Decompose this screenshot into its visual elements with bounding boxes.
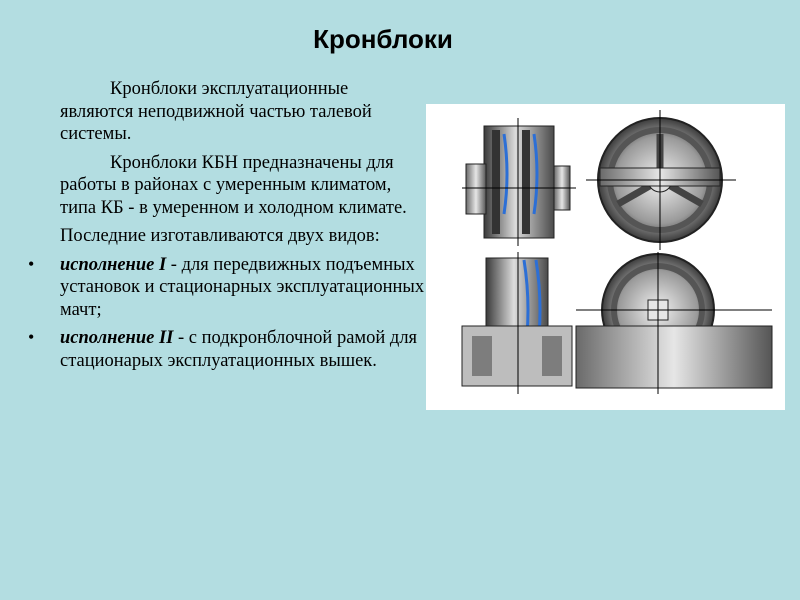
front-view-top [586,110,736,250]
body-text [26,78,426,378]
side-view-top [462,118,576,246]
bullet-text-1: - для передвижных подъемных установок и стационарных эксплуатационных мачт; [60,254,425,320]
crown-block-figure [426,104,785,410]
bullet-item-2 [28,327,426,372]
paragraph-3: Последние изготавливаются двух видов: [60,226,380,246]
paragraph-1: Кронблоки эксплуатационные являются неподвижной частью талевой системы. [60,79,372,144]
slide-title: Кронблоки [313,24,453,54]
bullet-text-2: - с подкронблочной рамой для стационарых эксплуатационных вышек. [60,328,418,371]
bullet-icon: • [28,253,35,274]
front-view-bottom [576,252,772,394]
bullet-emphasis-2: исполнение II [60,328,174,348]
bullet-icon: • [28,327,35,347]
paragraph-2: Кронблоки КБН предназначены для работы в районах с умеренным климатом, типа КБ - в умеренном и холодном климате. [60,152,407,218]
crown-block-drawings-icon [426,104,785,410]
bullet-item-1 [28,253,426,322]
section-view-bottom [462,252,572,394]
bullet-emphasis-1: исполнение I [60,254,167,275]
